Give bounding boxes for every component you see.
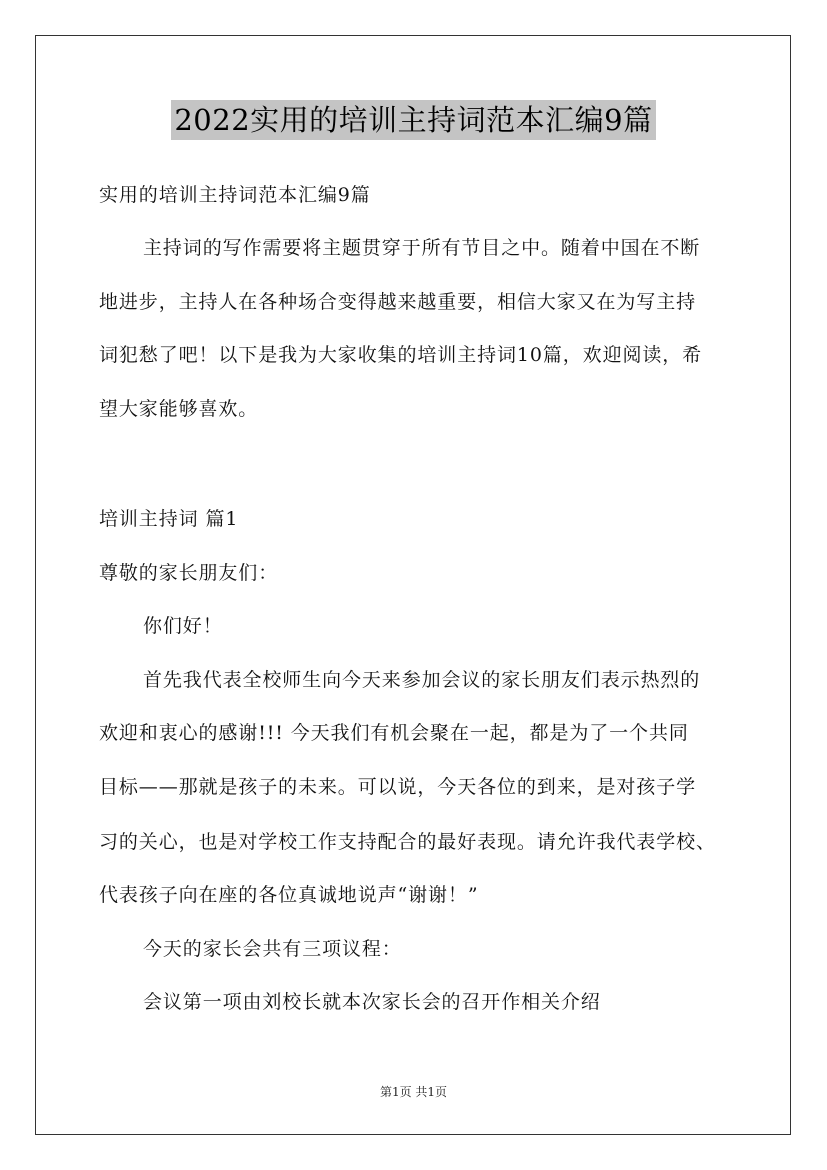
intro-line-1: 主持词的写作需要将主题贯穿于所有节目之中。随着中国在不断	[143, 237, 701, 259]
section-heading: 培训主持词 篇1	[99, 508, 239, 530]
agenda-intro: 今天的家长会共有三项议程：	[143, 938, 402, 960]
intro-line-2: 地进步，主持人在各种场合变得越来越重要，相信大家又在为写主持	[99, 291, 697, 313]
greeting: 你们好！	[143, 615, 223, 637]
body-line-5: 代表孩子向在座的各位真诚地说声“谢谢！”	[99, 884, 479, 906]
page-footer: 第1页 共1页	[379, 1085, 448, 1099]
body-line-1: 首先我代表全校师生向今天来参加会议的家长朋友们表示热烈的	[143, 669, 701, 691]
body-line-4: 习的关心，也是对学校工作支持配合的最好表现。请允许我代表学校、	[99, 831, 716, 853]
title-container	[0, 100, 827, 140]
document-title: 2022实用的培训主持词范本汇编9篇	[171, 100, 655, 140]
intro-line-4: 望大家能够喜欢。	[99, 398, 259, 420]
agenda-item-1: 会议第一项由刘校长就本次家长会的召开作相关介绍	[143, 991, 601, 1013]
body-line-2: 欢迎和衷心的感谢!!! 今天我们有机会聚在一起，都是为了一个共同	[99, 722, 689, 744]
salutation: 尊敬的家长朋友们：	[99, 562, 279, 584]
intro-line-3: 词犯愁了吧！以下是我为大家收集的培训主持词10篇，欢迎阅读，希	[99, 344, 703, 366]
document-subtitle: 实用的培训主持词范本汇编9篇	[99, 184, 371, 206]
body-line-3: 目标——那就是孩子的未来。可以说，今天各位的到来，是对孩子学	[99, 776, 697, 798]
